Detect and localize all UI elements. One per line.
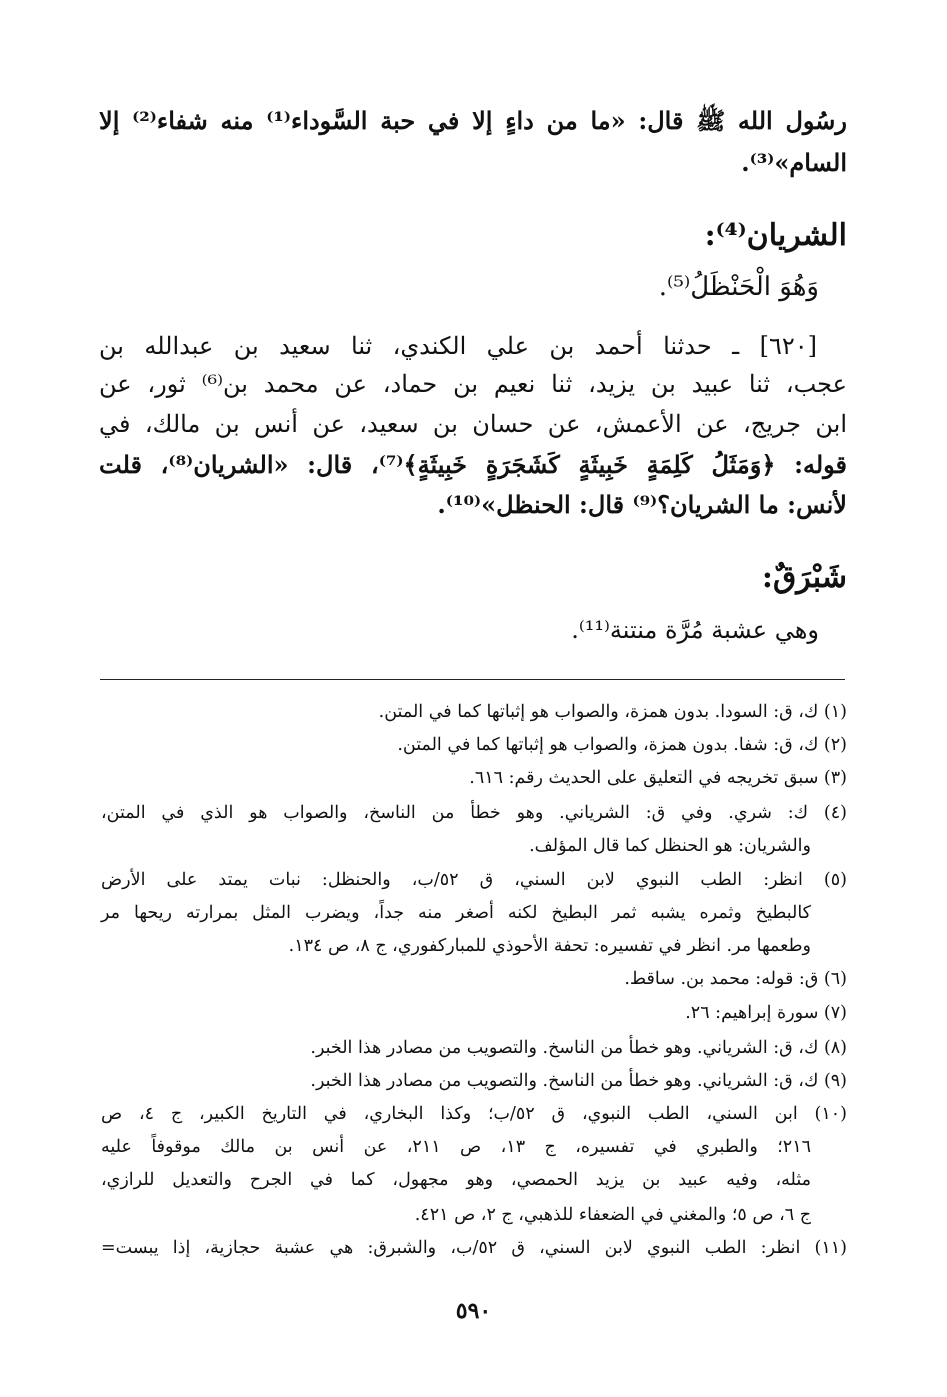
footnote: (٢) ك، ق: شفا. بدون همزة، والصواب هو إثباتها كما في المتن. [397,735,847,755]
footnote-continuation: ٢١٦؛ والطبري في تفسيره، ج ١٣، ص ٢١١، عن أنس بن مالك موقوفاً عليه [101,1137,811,1157]
footnote: (٥) انظر: الطب النبوي لابن السني، ق ٥٢/ب، والحنظل: نبات يمتد على الأرض [101,870,847,890]
body-line: ابن جريج، عن الأعمش، عن حسان بن سعيد، عن أنس بن مالك، في [99,410,847,438]
footnote: (٦) ق: قوله: محمد بن. ساقط. [624,969,847,989]
footnote: (٣) سبق تخريجه في التعليق على الحديث رقم: ٦١٦. [469,768,847,788]
footnote-continuation: ج ٦، ص ٥؛ والمغني في الضعفاء للذهبي، ج ٢، ص ٤٢١. [414,1205,811,1225]
footnote-continuation: والشريان: هو الحنظل كما قال المؤلف. [529,836,811,856]
footnote-continuation: وطعمها مر. انظر في تفسيره: تحفة الأحوذي للمباركفوري، ج ٨، ص ١٣٤. [288,936,811,956]
footnote-continuation: مثله، وفيه عبيد بن يزيد الحمصي، وهو مجهول، كما في الجرح والتعديل للرازي، [101,1170,811,1190]
body-line: وهي عشبة مُرَّة منتنة⁽¹¹⁾. [571,616,819,644]
footnote: (٧) سورة إبراهيم: ٢٦. [685,1003,847,1023]
footnote: (١١) انظر: الطب النبوي لابن السني، ق ٥٢/ب، والشبرق: هي عشبة حجازية، إذا يبست= [101,1238,847,1258]
body-line: عجب، ثنا عبيد بن يزيد، ثنا نعيم بن حماد، عن محمد بن⁽⁶⁾ ثور، عن [99,370,847,398]
footnote-continuation: كالبطيخ وثمره يشبه ثمر البطيخ لكنه أصغر منه جداً، ويضرب المثل بمرارته ريحها مر [101,903,811,923]
footnote: (٨) ك، ق: الشرياني. وهو خطأ من الناسخ. والتصويب من مصادر هذا الخبر. [310,1038,847,1058]
section-heading: الشريان⁽⁴⁾: [704,218,847,253]
body-line: لأنس: ما الشريان؟⁽⁹⁾ قال: الحنظل»⁽¹⁰⁾. [437,490,847,519]
footnote-divider [100,679,845,680]
section-heading: شَبْرَقٌ: [761,560,847,595]
body-line: السام»⁽³⁾. [741,148,847,177]
footnote: (١) ك، ق: السودا. بدون همزة، والصواب هو إثباتها كما في المتن. [378,702,847,722]
footnote: (٤) ك: شري. وفي ق: الشرياني. وهو خطأ من الناسخ، والصواب هو الذي في المتن، [101,803,847,823]
footnote: (٩) ك، ق: الشرياني. وهو خطأ من الناسخ. والتصويب من مصادر هذا الخبر. [310,1071,847,1091]
body-line: وَهُوَ الْحَنْظَلُ⁽⁵⁾. [658,272,819,302]
body-line: رسُول الله ﷺ قال: «ما من داءٍ إلا في حبة السَّوداء⁽¹⁾ منه شفاء⁽²⁾ إلا [99,106,848,135]
body-line: قوله: ﴿وَمَثَلُ كَلِمَةٍ خَبِيثَةٍ كَشَجَرَةٍ خَبِيثَةٍ﴾⁽⁷⁾، قال: «الشريان⁽⁸⁾، قلت [99,450,847,479]
page-number: ٥٩٠ [455,1298,492,1324]
body-line: [٦٢٠] ـ حدثنا أحمد بن علي الكندي، ثنا سعيد بن عبدالله بن [99,332,817,360]
footnote: (١٠) ابن السني، الطب النبوي، ق ٥٢/ب؛ وكذا البخاري، في التاريخ الكبير، ج ٤، ص [101,1104,847,1124]
